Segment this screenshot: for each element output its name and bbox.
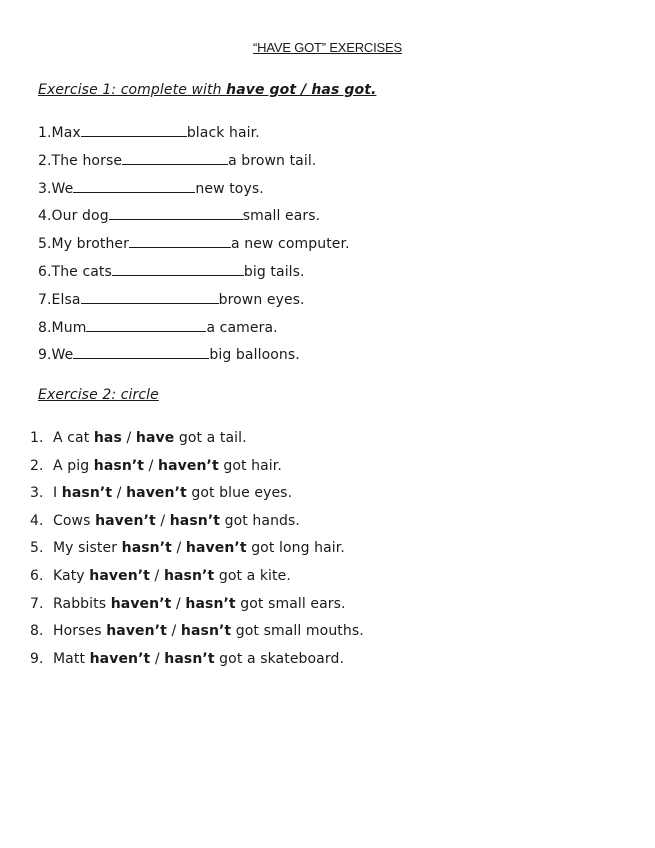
item-after: a new computer. [231,236,350,253]
answer-blank[interactable] [81,290,219,304]
item-rest: got a kite. [218,567,291,584]
item-subject: Horses [53,623,102,640]
item-subject: A pig [53,457,90,474]
option-separator: / [116,485,122,502]
option-separator: / [126,430,132,446]
option-1[interactable]: hasn’t [121,540,172,557]
item-before: 1.Max [38,125,81,141]
exercise-1-list [38,123,350,373]
exercise-2-list [30,429,364,677]
option-1[interactable]: haven’t [106,623,167,640]
item-subject: My sister [53,540,118,557]
exercise-2-item [30,512,364,540]
item-after: big tails. [243,263,305,280]
option-2[interactable]: haven’t [185,540,247,557]
item-rest: got hair. [223,457,282,474]
exercise-1-heading [38,82,376,98]
item-rest: got a tail. [178,430,247,446]
exercise-1-heading-prefix: Exercise 1: complete with [38,82,227,98]
item-after: black hair. [186,125,260,141]
exercise-2-item [30,539,364,567]
exercise-1-item [38,290,350,318]
exercise-1-item [38,179,350,207]
exercise-2-item [30,595,364,623]
item-subject: Katy [53,567,85,584]
option-2[interactable]: haven’t [158,457,219,474]
option-separator: / [160,512,166,529]
item-before: 9.We [38,347,74,364]
item-number: 6. [30,567,44,584]
item-rest: got hands. [224,512,300,529]
option-separator: / [148,457,154,474]
item-subject: Cows [53,512,91,529]
item-rest: got small ears. [240,595,346,612]
option-separator: / [171,623,177,640]
answer-blank[interactable] [112,262,244,276]
item-after: a camera. [206,319,278,336]
option-2[interactable]: hasn’t [169,512,221,529]
option-2[interactable]: haven’t [126,485,187,502]
exercise-1-item [38,345,350,373]
item-subject: Matt [53,650,86,667]
exercise-1-item [38,123,350,151]
option-2[interactable]: hasn’t [164,650,215,667]
item-number: 9. [30,650,44,667]
option-1[interactable]: has [93,430,122,446]
option-2[interactable]: hasn’t [185,595,236,612]
exercise-2-item [30,650,364,678]
exercise-1-item [38,151,350,179]
option-1[interactable]: hasn’t [61,485,113,502]
exercise-1-heading-bold: have got / has got. [226,82,377,98]
item-before: 7.Elsa [38,291,81,308]
option-2[interactable]: have [135,430,175,446]
exercise-2-item [30,429,364,457]
item-number: 3. [30,485,44,502]
option-2[interactable]: hasn’t [163,567,215,584]
option-1[interactable]: hasn’t [93,457,145,474]
item-before: 8.Mum [38,319,87,336]
option-separator: / [154,567,160,584]
answer-blank[interactable] [73,179,195,193]
item-rest: got blue eyes. [191,485,293,502]
item-rest: got small mouths. [235,623,364,640]
exercise-1-item [38,206,350,234]
item-number: 1. [30,430,44,446]
item-after: brown eyes. [218,291,305,308]
option-separator: / [176,540,182,557]
item-before: 4.Our dog [38,208,109,225]
exercise-2-item [30,567,364,595]
exercise-2-item [30,484,364,512]
option-1[interactable]: haven’t [89,567,150,584]
answer-blank[interactable] [73,345,209,359]
item-number: 4. [30,512,44,529]
item-after: small ears. [242,208,321,225]
option-2[interactable]: hasn’t [180,623,232,640]
option-separator: / [176,595,181,612]
item-rest: got a skateboard. [219,650,345,667]
item-number: 5. [30,540,44,557]
exercise-2-item [30,622,364,650]
item-number: 7. [30,595,44,612]
item-number: 8. [30,623,44,640]
answer-blank[interactable] [86,318,206,332]
item-before: 3.We [38,180,74,197]
option-1[interactable]: haven’t [89,650,151,667]
item-after: new toys. [195,180,264,197]
item-subject: I [53,485,58,502]
exercise-1-item [38,262,350,290]
item-before: 2.The horse [38,152,123,169]
item-number: 2. [30,457,44,474]
item-subject: Rabbits [53,595,107,612]
item-before: 5.My brother [38,236,130,253]
item-after: a brown tail. [228,152,317,169]
exercise-2-item [30,457,364,485]
option-1[interactable]: haven’t [110,595,172,612]
exercise-1-item [38,234,350,262]
answer-blank[interactable] [129,234,231,248]
item-after: big balloons. [209,347,300,364]
option-1[interactable]: haven’t [95,512,156,529]
option-separator: / [154,650,160,667]
item-rest: got long hair. [251,540,345,557]
answer-blank[interactable] [81,123,187,137]
exercise-2-heading: Exercise 2: circle [38,387,159,403]
answer-blank[interactable] [122,151,228,165]
page-title: “HAVE GOT” EXERCISES [253,40,402,55]
item-before: 6.The cats [38,263,112,280]
exercise-1-item [38,318,350,346]
item-subject: A cat [53,430,90,446]
answer-blank[interactable] [109,206,243,220]
